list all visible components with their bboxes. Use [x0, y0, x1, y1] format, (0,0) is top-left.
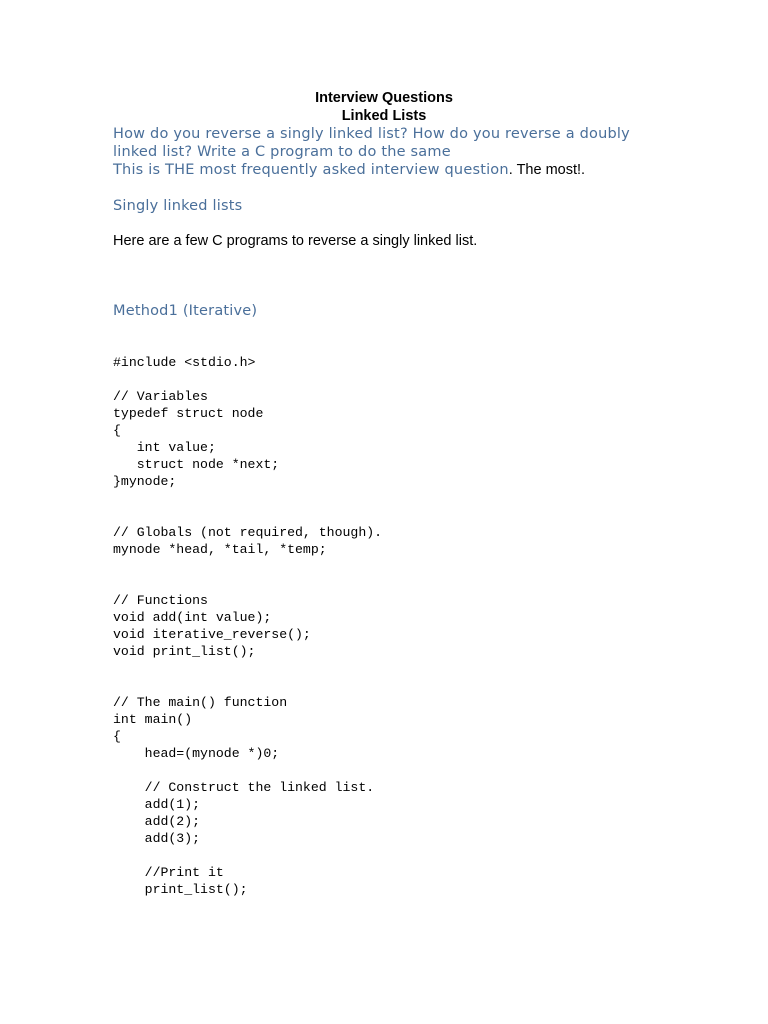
doc-title: Interview Questions [315, 90, 453, 106]
question-line-1: How do you reverse a singly linked list? How do you reverse a doubly [113, 126, 630, 142]
code-line: int main() [113, 712, 193, 727]
code-line: // Functions [113, 593, 208, 608]
code-line: int value; [113, 440, 216, 455]
doc-subtitle: Linked Lists [341, 108, 427, 124]
frequent-question-tail: . The most!. [508, 162, 586, 178]
code-line: void iterative_reverse(); [113, 627, 311, 642]
question-line-2: linked list? Write a C program to do the same [113, 144, 451, 160]
intro-text: Here are a few C programs to reverse a singly linked list. [113, 233, 478, 249]
code-line: { [113, 423, 121, 438]
section-heading-singly: Singly linked lists [113, 198, 243, 214]
code-line: { [113, 729, 121, 744]
code-line: head=(mynode *)0; [113, 746, 280, 761]
code-line: // Variables [113, 389, 208, 404]
code-line: // Globals (not required, though). [113, 525, 383, 540]
code-line: #include <stdio.h> [113, 355, 256, 370]
code-line: add(1); [113, 797, 201, 812]
code-line: add(3); [113, 831, 201, 846]
frequent-question-line [113, 161, 673, 179]
code-line: void print_list(); [113, 644, 256, 659]
code-line: print_list(); [113, 882, 248, 897]
code-line: // Construct the linked list. [113, 780, 375, 795]
code-line: add(2); [113, 814, 201, 829]
method-heading: Method1 (Iterative) [113, 303, 258, 319]
code-line: //Print it [113, 865, 224, 880]
code-line: typedef struct node [113, 406, 264, 421]
code-line: mynode *head, *tail, *temp; [113, 542, 327, 557]
frequent-question-highlight: This is THE most frequently asked interview question [113, 162, 509, 178]
code-line: struct node *next; [113, 457, 280, 472]
code-line: }mynode; [113, 474, 177, 489]
code-line: void add(int value); [113, 610, 272, 625]
code-line: // The main() function [113, 695, 288, 710]
